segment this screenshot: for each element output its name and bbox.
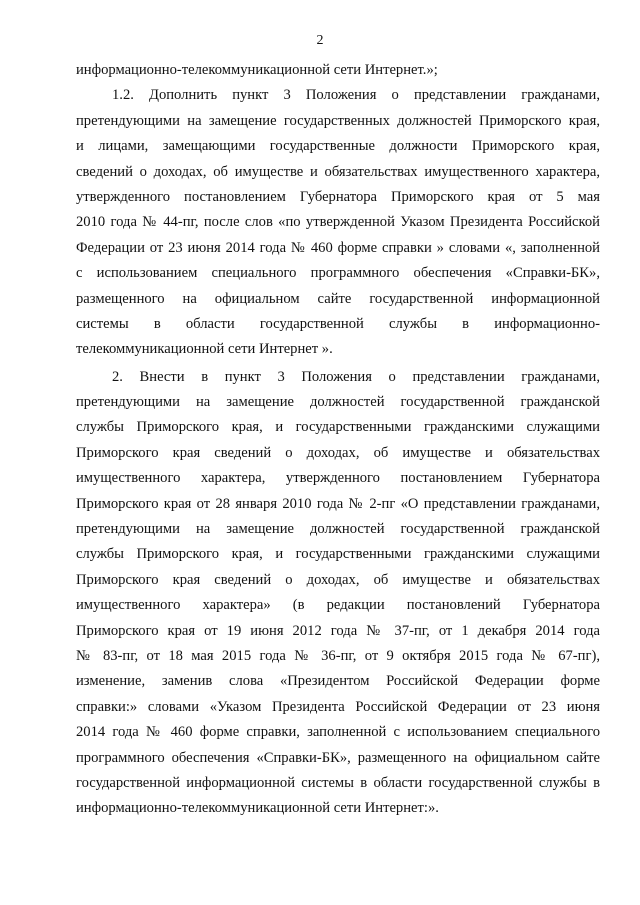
document-body [76, 58, 600, 822]
text-line: претендующими на замещение должностей государственной гражданской [76, 394, 600, 411]
text-line: претендующими на замещение должностей государственной гражданской [76, 521, 600, 538]
text-line: Приморского края сведений о доходах, об имуществе и обязательствах [76, 571, 600, 588]
text-line: Федерации от 23 июня 2014 года № 460 форме справки » словами «, заполненной [76, 239, 600, 256]
text-line: Приморского края от 28 января 2010 года № 2-пг «О представлении гражданами, [76, 495, 600, 512]
text-line: с использованием специального программного обеспечения «Справки-БК», [76, 265, 600, 282]
text-line: сведений о доходах, об имуществе и обязательствах имущественного характера, [76, 163, 600, 180]
text-line: службы Приморского края, и государственными гражданскими служащими [76, 419, 600, 436]
text-line: телекоммуникационной сети Интернет ». [76, 341, 333, 358]
text-line: 2010 года № 44-пг, после слов «по утвержденной Указом Президента Российской [76, 214, 600, 231]
text-line: службы Приморского края, и государственными гражданскими служащими [76, 546, 600, 563]
text-line: 2014 года № 460 форме справки, заполненной с использованием специального [76, 724, 600, 741]
text-line: информационно-телекоммуникационной сети Интернет.»; [76, 62, 438, 78]
text-line: претендующими на замещение государственных должностей Приморского края, [76, 112, 600, 129]
text-line: размещенного на официальном сайте государственной информационной [76, 290, 600, 307]
text-line: имущественного характера» (в редакции постановлений Губернатора [76, 597, 600, 614]
paragraph-2-first-line: 2. Внести в пункт 3 Положения о представлении гражданами, [112, 368, 600, 385]
text-line: программного обеспечения «Справки-БК», размещенного на официальном сайте [76, 749, 600, 766]
text-line: и лицами, замещающими государственные должности Приморского края, [76, 138, 600, 155]
text-line: изменение, заменив слова «Президентом Российской Федерации форме [76, 673, 600, 690]
text-line: Приморского края от 19 июня 2012 года № 37-пг, от 1 декабря 2014 года [76, 622, 600, 639]
text-line: имущественного характера, утвержденного постановлением Губернатора [76, 470, 600, 487]
text-line: системы в области государственной службы в информационно- [76, 315, 600, 332]
paragraph-1-2-first-line: 1.2. Дополнить пункт 3 Положения о представлении гражданами, [112, 87, 600, 104]
text-line: Приморского края сведений о доходах, об имуществе и обязательствах [76, 444, 600, 461]
text-line: государственной информационной системы в области государственной службы в [76, 774, 600, 791]
text-line: справки:» словами «Указом Президента Российской Федерации от 23 июня [76, 698, 600, 715]
text-line: информационно-телекоммуникационной сети Интернет:». [76, 800, 439, 817]
page-number: 2 [316, 33, 324, 48]
text-line: № 83-пг, от 18 мая 2015 года № 36-пг, от 9 октября 2015 года № 67-пг), [76, 647, 600, 664]
text-line: утвержденного постановлением Губернатора Приморского края от 5 мая [76, 188, 600, 205]
